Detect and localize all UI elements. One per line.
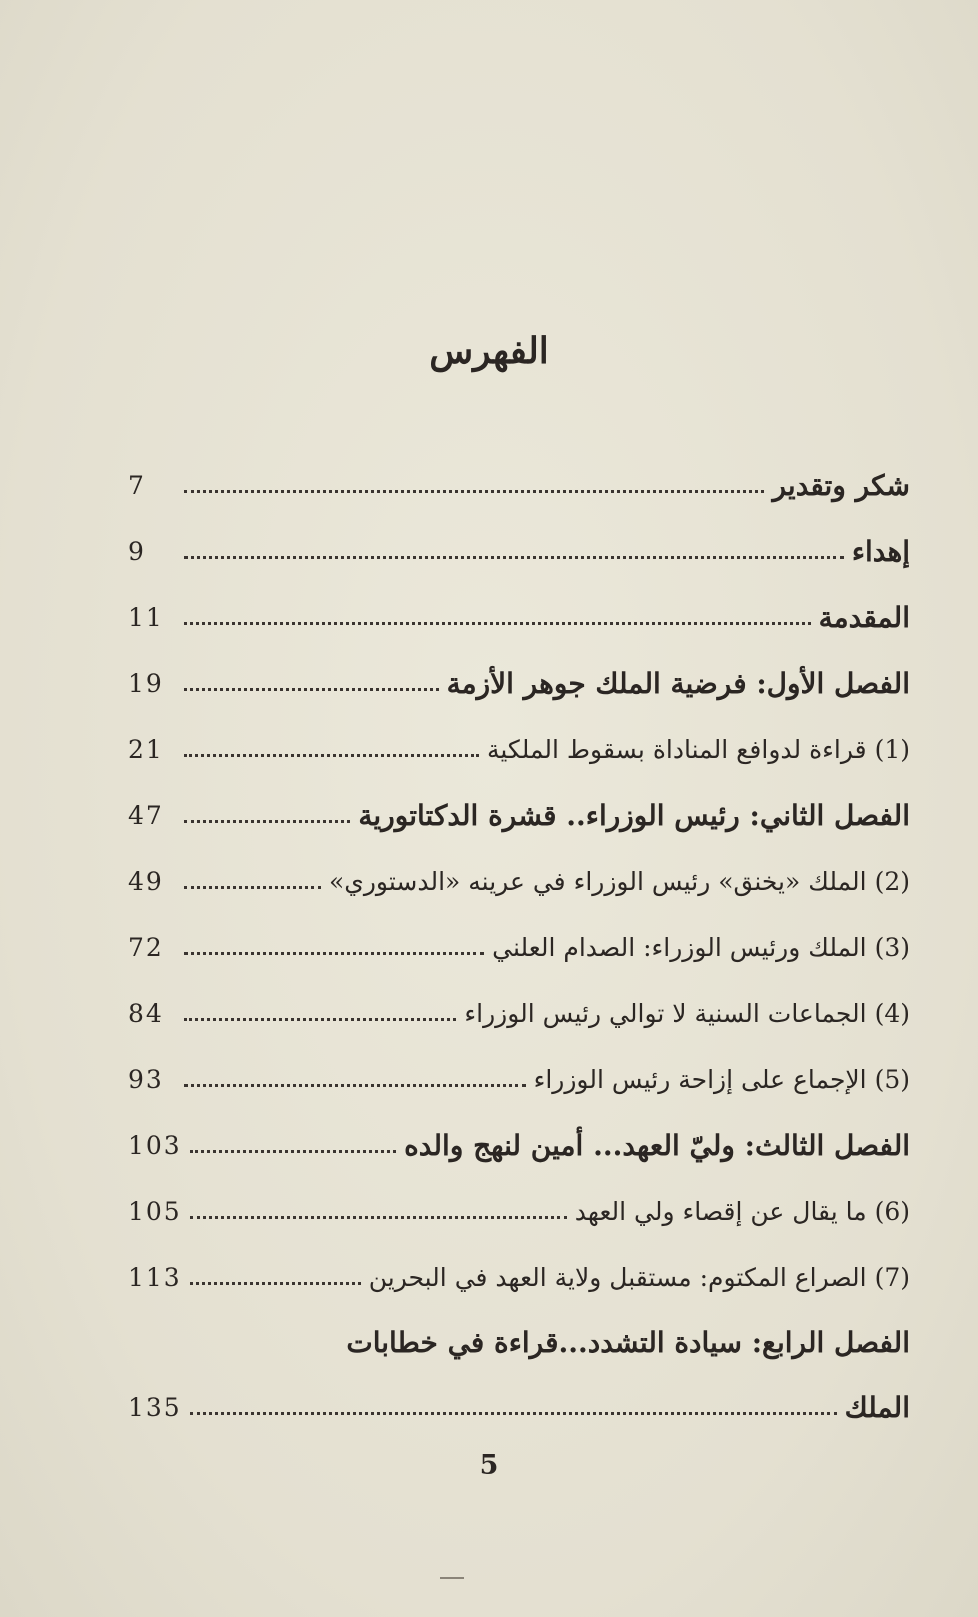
toc-page-number: 9 bbox=[128, 536, 146, 566]
toc-entry-label: إهداء bbox=[851, 534, 910, 568]
dot-leader bbox=[184, 622, 811, 625]
toc-entry-section-2 bbox=[128, 848, 910, 914]
toc-page-number: 103 bbox=[128, 1130, 182, 1160]
toc-entry-label: الملك bbox=[844, 1390, 910, 1424]
toc-page-number: 135 bbox=[128, 1392, 182, 1422]
toc-entry-label: الفصل الثالث: وليّ العهد... أمين لنهج والده bbox=[404, 1128, 910, 1162]
toc-entry-section-3 bbox=[128, 914, 910, 980]
dot-leader bbox=[190, 1282, 361, 1285]
toc-entry-label: (6) ما يقال عن إقصاء ولي العهد bbox=[574, 1196, 910, 1226]
table-of-contents bbox=[128, 452, 910, 1440]
toc-entry-label: (3) الملك ورئيس الوزراء: الصدام العلني bbox=[492, 932, 910, 962]
toc-entry-chapter-3 bbox=[128, 1112, 910, 1178]
dot-leader bbox=[184, 952, 484, 955]
dot-leader bbox=[184, 556, 844, 559]
toc-entry-section-6 bbox=[128, 1178, 910, 1244]
toc-page-number: 11 bbox=[128, 602, 164, 632]
toc-entry-label: (7) الصراع المكتوم: مستقبل ولاية العهد في البحرين bbox=[368, 1262, 910, 1292]
toc-page-number: 72 bbox=[128, 932, 164, 962]
toc-entry-section-7 bbox=[128, 1244, 910, 1310]
dot-leader bbox=[184, 490, 764, 493]
toc-entry-dedication bbox=[128, 518, 910, 584]
toc-entry-introduction bbox=[128, 584, 910, 650]
dot-leader bbox=[184, 754, 479, 757]
toc-page-number: 47 bbox=[128, 800, 164, 830]
print-mark bbox=[440, 1577, 464, 1579]
toc-entry-section-4 bbox=[128, 980, 910, 1046]
toc-entry-label: الفصل الثاني: رئيس الوزراء.. قشرة الدكتاتورية bbox=[358, 798, 910, 832]
toc-page-number: 7 bbox=[128, 470, 146, 500]
dot-leader bbox=[184, 688, 439, 691]
toc-page-number: 113 bbox=[128, 1262, 182, 1292]
toc-entry-label: (2) الملك «يخنق» رئيس الوزراء في عرينه «الدستوري» bbox=[329, 866, 910, 896]
toc-page-number: 21 bbox=[128, 734, 164, 764]
toc-entry-label: المقدمة bbox=[818, 600, 910, 634]
dot-leader bbox=[184, 1084, 526, 1087]
toc-entry-label: (4) الجماعات السنية لا توالي رئيس الوزراء bbox=[464, 998, 910, 1028]
toc-entry-label: (1) قراءة لدوافع المناداة بسقوط الملكية bbox=[486, 734, 910, 764]
toc-entry-label: (5) الإجماع على إزاحة رئيس الوزراء bbox=[533, 1064, 910, 1094]
toc-entry-acknowledgements bbox=[128, 452, 910, 518]
toc-entry-chapter-4-line-2 bbox=[128, 1374, 910, 1440]
toc-entry-section-5 bbox=[128, 1046, 910, 1112]
dot-leader bbox=[184, 886, 321, 889]
toc-entry-chapter-1 bbox=[128, 650, 910, 716]
toc-page-number: 19 bbox=[128, 668, 164, 698]
toc-entry-label: شكر وتقدير bbox=[772, 468, 910, 502]
toc-page-number: 93 bbox=[128, 1064, 164, 1094]
toc-entry-label: الفصل الأول: فرضية الملك جوهر الأزمة bbox=[446, 666, 910, 700]
toc-entry-section-1 bbox=[128, 716, 910, 782]
toc-entry-chapter-4-line-1 bbox=[128, 1310, 910, 1374]
toc-page-number: 105 bbox=[128, 1196, 182, 1226]
page-number: 5 bbox=[479, 1450, 499, 1481]
toc-entry-label: الفصل الرابع: سيادة التشدد...قراءة في خطابات bbox=[346, 1325, 910, 1359]
dot-leader bbox=[184, 820, 350, 823]
dot-leader bbox=[190, 1216, 567, 1219]
toc-page-number: 49 bbox=[128, 866, 164, 896]
dot-leader bbox=[184, 1018, 456, 1021]
toc-entry-chapter-2 bbox=[128, 782, 910, 848]
page-title: الفهرس bbox=[429, 330, 549, 372]
dot-leader bbox=[190, 1150, 396, 1153]
dot-leader bbox=[190, 1412, 837, 1415]
toc-page-number: 84 bbox=[128, 998, 164, 1028]
